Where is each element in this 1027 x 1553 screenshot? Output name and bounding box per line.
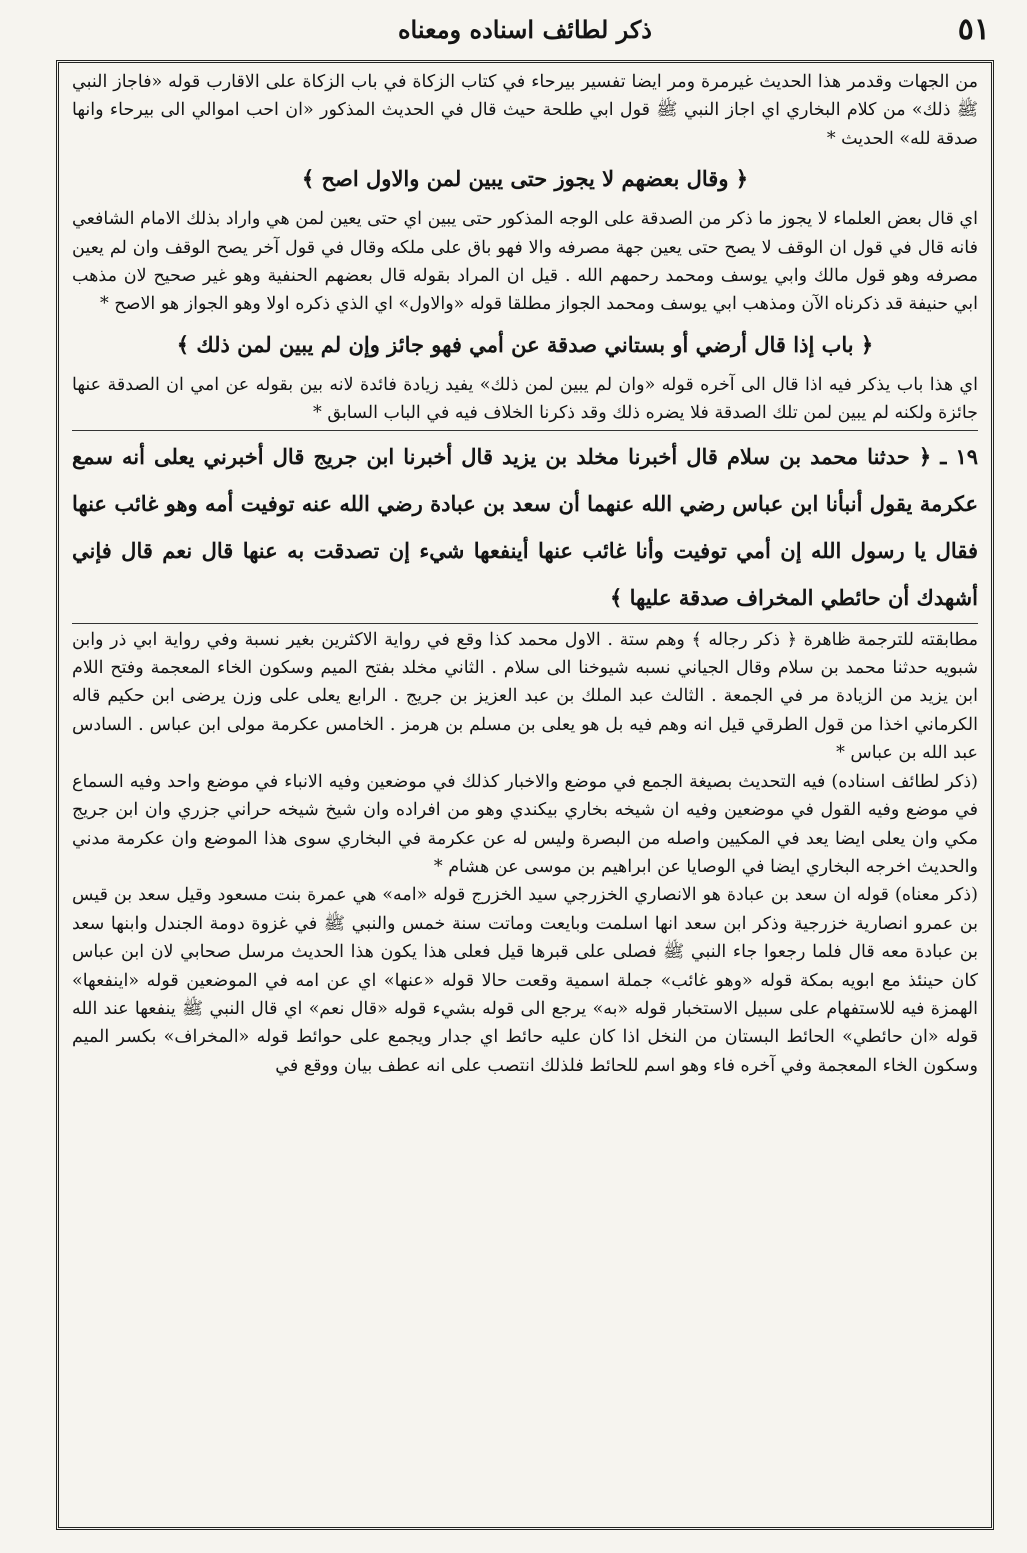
section-heading-saying: ﴿ وقال بعضهم لا يجوز حتى يبين لمن والاول اصح ﴾ (301, 166, 749, 192)
page-header (60, 8, 990, 52)
paragraph-isnad-subtleties: (ذكر لطائف اسناده) فيه التحديث بصيغة الجمع في موضع والاخبار كذلك في موضعين وفيه الانباء في موضع واحد وفيه السماع في موضع وفيه القول في موضعين وفيه ان شيخه بخاري بيكندي وهو من افراده وان شيخ شيخه حراني جزري وان ابن جريج مكي وان يعلى ايضا يعد في المكيين واصله من البصرة وليس له عن عكرمة في البخاري سوى هذا الموضع وان عكرمة مدني والحديث اخرجه البخاري ايضا في الوصايا عن ابراهيم بن موسى عن هشام ‫* (72, 771, 978, 877)
divider (72, 430, 978, 431)
page-body (72, 68, 978, 1080)
paragraph-meaning: (ذكر معناه) قوله ان سعد بن عبادة هو الانصاري الخزرجي سيد الخزرج قوله «امه» هي عمرة بنت مسعود وقيل سعد بن قيس بن عمرو انصارية خزرجية وذكر ابن سعد انها اسلمت وبايعت وماتت سنة خمس والنبي ﷺ في غزوة دومة الجندل وابنها سعد بن عبادة معه قال فلما رجعوا جاء النبي ﷺ فصلى على قبرها قيل فعلى هذا يكون هذا الحديث مرسل صحابي لان ابن عباس كان حينئذ مع ابويه بمكة قوله «وهو غائب» جملة اسمية وقعت حالا قوله «عنها» اي عن امه في الموضعين قوله «اينفعها» الهمزة فيه للاستفهام على سبيل الاستخبار قوله «به» يرجع الى قوله بشيء قوله «قال نعم» اي قال النبي ﷺ ينفعها عند الله قوله «ان حائطي» الحائط البستان من النخل اذا كان عليه حائط اي جدار ويجمع على حوائط قوله «المخراف» بكسر الميم وسكون الخاء المعجمة وفي آخره فاء وهو اسم للحائط فلذلك انتصب على انه عطف بيان ووقع في (72, 885, 978, 1076)
hadith-text: ١٩ ـ ﴿ حدثنا محمد بن سلام قال أخبرنا مخلد بن يزيد قال أخبرنا ابن جريج قال أخبرني يعلى أنه سمع عكرمة يقول أنبأنا ابن عباس رضي الله عنهما أن سعد بن عبادة رضي الله عنه توفيت أمه وهو غائب عنها فقال يا رسول الله إن أمي توفيت وأنا غائب عنها أينفعها شيء إن تصدقت به عنها قال نعم قال فإني أشهدك أن حائطي المخراف صدقة عليها ﴾ (72, 443, 978, 610)
page-number: ٥١ (957, 12, 990, 47)
divider (72, 623, 978, 624)
paragraph-intro: من الجهات وقدمر هذا الحديث غيرمرة ومر ايضا تفسير بيرحاء في كتاب الزكاة في باب الزكاة على الاقارب قوله «فاجاز النبي ﷺ ذلك» من كلام البخاري اي اجاز النبي ﷺ قول ابي طلحة حيث قال في الحديث المذكور «ان احب اموالي الى بيرحاء وانها صدقة لله» الحديث ‫* (72, 72, 978, 149)
paragraph-commentary-saying: اي قال بعض العلماء لا يجوز ما ذكر من الصدقة على الوجه المذكور حتى يبين اي حتى يعين لمن هي واراد بذلك الامام الشافعي فانه قال في قول ان الوقف لا يصح حتى يعين جهة مصرفه والا فهو باق على ملكه وقال في قول آخر يصح الوقف وان لم يعين مصرفه وهو قول مالك وابي يوسف ومحمد رحمهم الله . قيل ان المراد بقوله قال بعضهم الحنفية وهو غير صحيح لان مذهب ابي حنيفة قد ذكرناه الآن ومذهب ابي يوسف ومحمد الجواز مطلقا قوله «والاول» اي الذي ذكره اولا وهو الجواز هو الاصح ‫* (72, 209, 978, 315)
paragraph-chapter-commentary: اي هذا باب يذكر فيه اذا قال الى آخره قوله «وان لم يبين لمن ذلك» يفيد زيادة فائدة لانه بين بقوله عن امي ان الصدقة عنها جائزة ولكنه لم يبين لمن تلك الصدقة فلا يضره ذلك وقد ذكرنا الخلاف فيه في الباب السابق ‫* (72, 374, 978, 424)
running-title: ذكر لطائف اسناده ومعناه (397, 15, 652, 44)
chapter-heading: ﴿ باب إذا قال أرضي أو بستاني صدقة عن أمي فهو جائز وإن لم يبين لمن ذلك ﴾ (176, 331, 874, 357)
paragraph-narrators: مطابقته للترجمة ظاهرة ﴿ ذكر رجاله ﴾ وهم ستة . الاول محمد كذا وقع في رواية الاكثرين بغير نسبة وفي رواية ابي ذر وابن شبويه حدثنا محمد بن سلام وقال الجياني نسبه شيوخنا الى سلام . الثاني مخلد بفتح الميم وسكون الخاء المعجمة وفتح اللام ابن يزيد من الزيادة مر في الجمعة . الثالث عبد الملك بن عبد العزيز بن جريج . الرابع يعلى على وزن يرضى ابن حكيم قاله الكرماني اخذا من قول الطرقي قيل انه وهم فيه بل هو يعلى بن مسلم بن هرمز . الخامس عكرمة مولى ابن عباس . السادس عبد الله بن عباس ‫* (72, 629, 978, 764)
